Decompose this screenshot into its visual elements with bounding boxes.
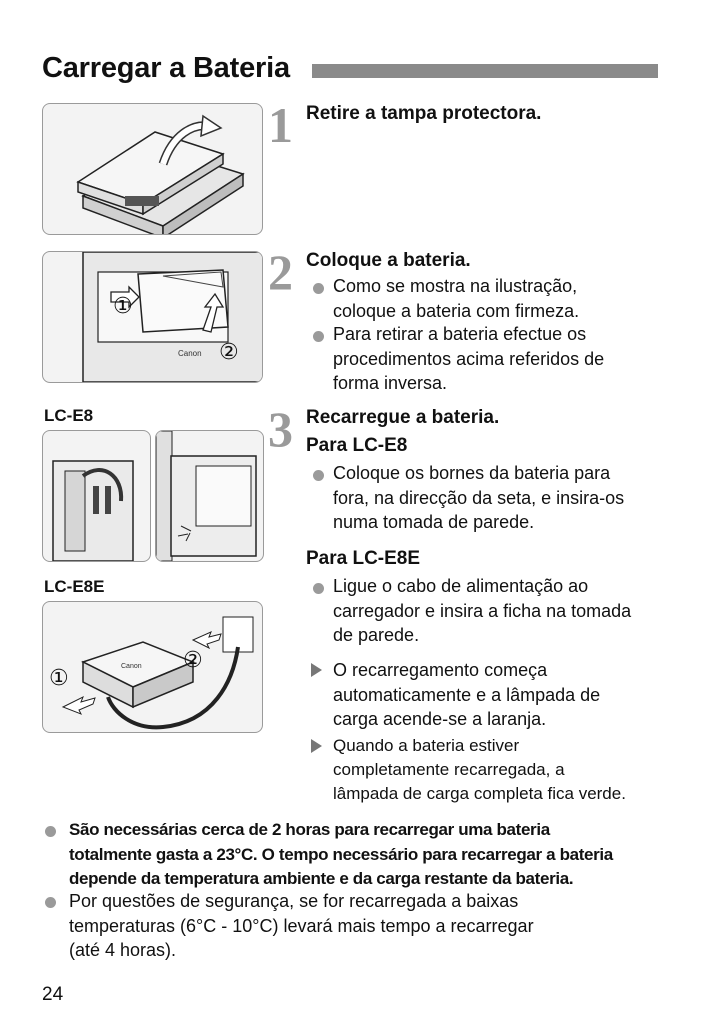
bullet-icon <box>313 470 324 481</box>
illustration-remove-cover <box>42 103 263 235</box>
bullet-icon <box>313 283 324 294</box>
subheading-lc-e8e: Para LC-E8E <box>306 548 421 569</box>
step-2-number: 2 <box>268 244 293 300</box>
step-2-bullet-1: Como se mostra na ilustração, coloque a bateria com firmeza. <box>333 276 580 321</box>
bullet-icon <box>45 826 56 837</box>
step-marker-1: ① <box>49 666 69 691</box>
illustration-lc-e8e-charging <box>42 601 263 733</box>
lc-e8e-instruction: Ligue o cabo de alimentação ao carregador e insira a ficha na tomada de parede. <box>333 576 632 645</box>
page-title: Carregar a Bateria <box>42 52 290 84</box>
bullet-icon <box>45 897 56 908</box>
lc-e8-instruction: Coloque os bornes da bateria para fora, na direcção da seta, e insira-os numa tomada de parede. <box>333 463 625 532</box>
step-1-number: 1 <box>268 97 293 153</box>
step-marker-2: ② <box>183 648 203 673</box>
bullet-icon <box>313 583 324 594</box>
subheading-lc-e8: Para LC-E8 <box>306 435 408 456</box>
bullet-icon <box>313 331 324 342</box>
step-2-heading: Coloque a bateria. <box>306 250 471 271</box>
caption-lc-e8: LC-E8 <box>44 406 94 425</box>
result-arrow-icon <box>311 739 322 753</box>
step-1-heading: Retire a tampa protectora. <box>306 103 542 124</box>
result-charging-complete: Quando a bateria estiver completamente recarregada, a lâmpada de carga completa fica verde. <box>333 736 626 803</box>
result-arrow-icon <box>311 663 322 677</box>
step-2-bullet-2: Para retirar a bateria efectue os procedimentos acima referidos de forma inversa. <box>333 324 605 393</box>
note-low-temperature: Por questões de segurança, se for recarregada a baixas temperaturas (6°C - 10°C) levará mais tempo a recarregar (até 4 horas). <box>69 891 534 960</box>
note-charging-time: São necessárias cerca de 2 horas para recarregar uma bateria totalmente gasta a 23°C. O tempo necessário para recarregar a bateria depende da temperatura ambiente e da carga restante da bateria. <box>69 820 613 888</box>
brand-label: Canon <box>121 663 142 670</box>
illustration-lc-e8-charging <box>155 430 264 562</box>
result-charging-starts: O recarregamento começa automaticamente e a lâmpada de carga acende-se a laranja. <box>333 660 601 729</box>
brand-label: Canon <box>178 349 202 358</box>
illustration-lc-e8-plug <box>42 430 151 562</box>
caption-lc-e8e: LC-E8E <box>44 577 105 596</box>
step-marker-2: ② <box>219 340 239 365</box>
page-number: 24 <box>42 984 64 1005</box>
title-bar-decoration <box>312 64 658 78</box>
step-3-heading: Recarregue a bateria. <box>306 407 500 428</box>
step-3-number: 3 <box>268 401 293 457</box>
step-marker-1: ① <box>113 294 133 319</box>
illustration-insert-battery <box>42 251 263 383</box>
